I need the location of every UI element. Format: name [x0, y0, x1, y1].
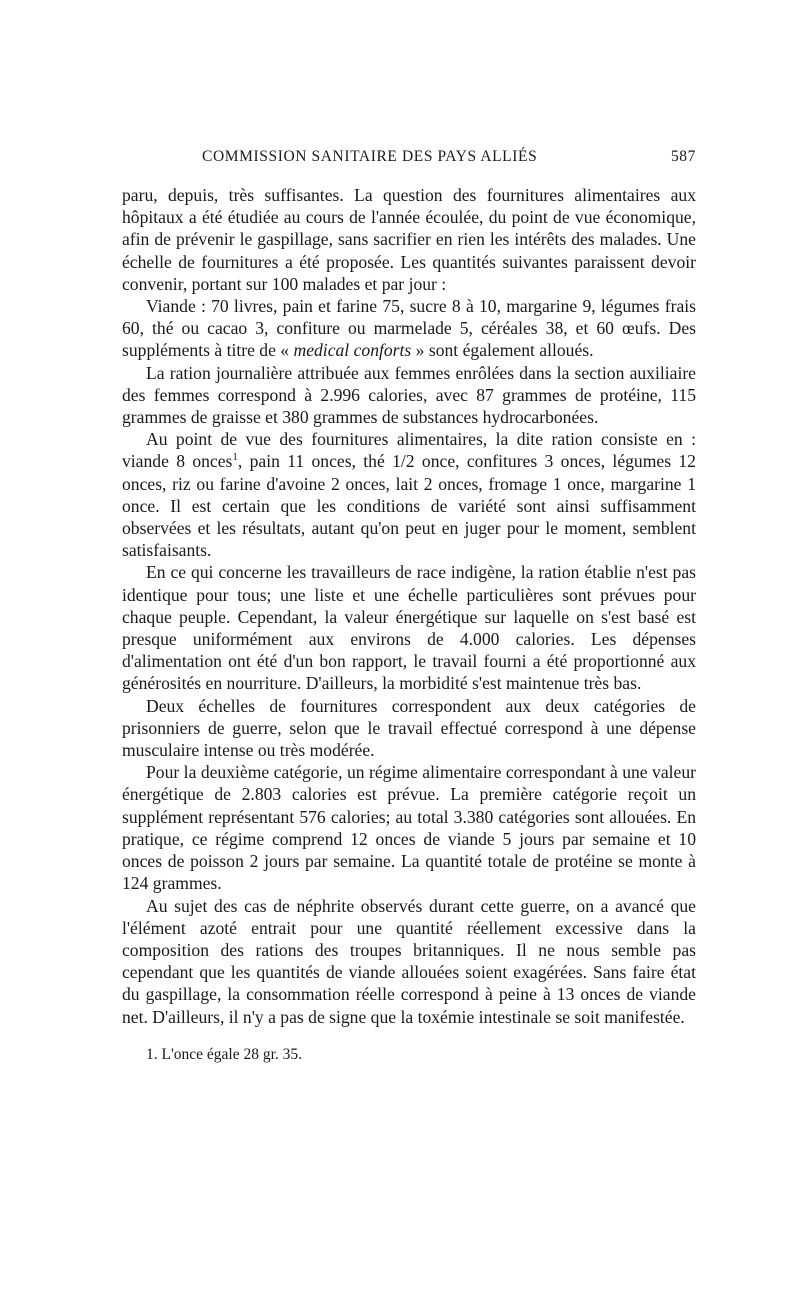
- page-number: 587: [670, 148, 696, 165]
- paragraph-ration-composition: [122, 428, 696, 561]
- ration-list-text: Viande : 70 livres, pain et farine 75, sucre 8 à 10, margarine 9, légumes frais 60, thé ou cacao 3, confiture ou marmelade 5, céréales 38, et 60 œufs. Des suppléments à titre de «: [122, 296, 696, 361]
- paragraph-ration-list: [122, 295, 696, 362]
- paragraph-nephritis: Au sujet des cas de néphrite observés durant cette guerre, on a avancé que l'élément azoté entrait pour une quantité réellement excessive dans la composition des rations des troupes britanniques. Il ne nous semble pas cependant que les quantités de viande allouées soient exagérées. Sans faire état du gaspillage, la consommation réelle correspond à peine à 13 onces de viande net. D'ailleurs, il n'y a pas de signe que la toxémie intestinale se soit manifestée.: [122, 895, 696, 1027]
- running-header: [122, 148, 696, 178]
- header-title: COMMISSION SANITAIRE DES PAYS ALLIÉS: [202, 148, 538, 165]
- body-text: [122, 184, 696, 1028]
- ration-list-text-end: » sont également alloués.: [411, 340, 594, 361]
- paragraph-prisoner-scales: Deux échelles de fournitures correspondent aux deux catégories de prisonniers de guerre, selon que le travail effectué correspond à une dépense musculaire intense ou très modérée.: [122, 695, 696, 761]
- medical-conforts-term: medical conforts: [293, 340, 412, 361]
- footnote: 1. L'once égale 28 gr. 35.: [146, 1045, 303, 1063]
- ration-composition-text-end: , pain 11 onces, thé 1/2 once, confitures 3 onces, légumes 12 onces, riz ou farine d'avoine 2 onces, lait 2 onces, fromage 1 once, margarine 1 once. Il est certain que les conditions de variété sont ainsi suffisamment observées et les résultats, autant qu'on peut en juger pour le moment, semblent satisfaisants.: [122, 451, 696, 561]
- paragraph-womens-ration: La ration journalière attribuée aux femmes enrôlées dans la section auxiliaire des femmes correspond à 2.996 calories, avec 87 grammes de protéine, 115 grammes de graisse et 380 grammes de substances hydrocarbonées.: [122, 362, 696, 428]
- ration-composition-text: Au point de vue des fournitures alimentaires, la dite ration consiste en : viande 8 onces: [122, 429, 696, 472]
- paragraph-continued: paru, depuis, très suffisantes. La question des fournitures alimentaires aux hôpitaux a été étudiée au cours de l'année écoulée, du point de vue économique, afin de prévenir le gaspillage, sans sacrifier en rien les intérêts des malades. Une échelle de fournitures a été proposée. Les quantités suivantes paraissent devoir convenir, portant sur 100 malades et par jour :: [122, 185, 696, 294]
- paragraph-native-workers: En ce qui concerne les travailleurs de race indigène, la ration établie n'est pas identique pour tous; une liste et une échelle particulières sont prévues pour chaque peuple. Cependant, la valeur énergétique sur laquelle on s'est basé est presque uniformément aux environs de 4.000 calories. Les dépenses d'alimentation ont été d'un bon rapport, le travail fourni a été proportionné aux générosités en nourriture. D'ailleurs, la morbidité s'est maintenue très bas.: [122, 562, 696, 694]
- paragraph-second-category: Pour la deuxième catégorie, un régime alimentaire correspondant à une valeur énergétique de 2.803 calories est prévue. La première catégorie reçoit un supplément représentant 576 calories; au total 3.380 catégories sont allouées. En pratique, ce régime comprend 12 onces de viande 5 jours par semaine et 10 onces de poisson 2 jours par semaine. La quantité totale de protéine se monte à 124 grammes.: [122, 762, 696, 894]
- footnote-marker: 1: [232, 451, 238, 464]
- book-page: [122, 148, 696, 1064]
